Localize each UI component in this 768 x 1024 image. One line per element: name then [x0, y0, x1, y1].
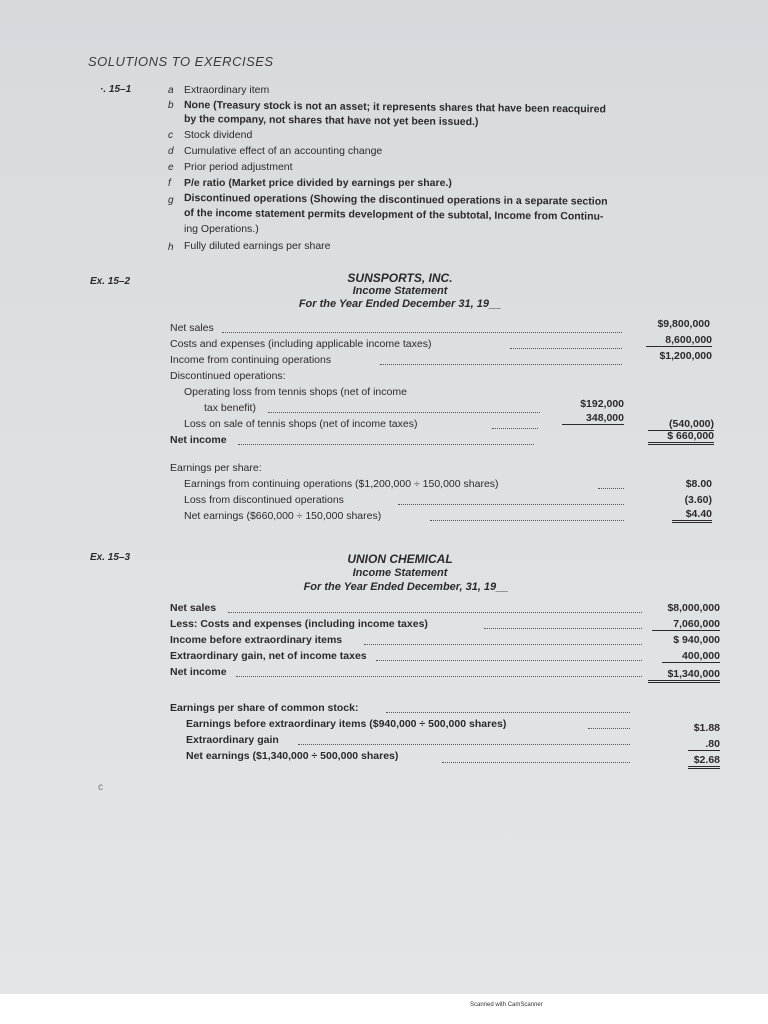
leader-dots: [386, 712, 630, 713]
eps-label: Net earnings ($660,000 ÷ 150,000 shares): [184, 510, 382, 522]
row-label: Net income: [170, 666, 227, 678]
eps-amount: $4.40: [672, 508, 712, 523]
list-item: ing Operations.): [184, 223, 259, 235]
row-amount: $1,200,000: [659, 350, 712, 362]
eps-amount: $1.88: [693, 722, 720, 734]
row-label: Discontinued operations:: [170, 370, 286, 382]
leader-dots: [222, 332, 622, 333]
list-item: Prior period adjustment: [184, 161, 293, 173]
scanner-watermark: Scanned with CamScanner: [470, 1002, 543, 1008]
row-label: Net sales: [170, 322, 214, 334]
row-label: Net sales: [170, 602, 217, 614]
leader-dots: [228, 612, 642, 613]
item-letter: d: [168, 146, 174, 157]
row-label: tax benefit): [204, 402, 256, 414]
leader-dots: [380, 364, 622, 365]
row-label: Less: Costs and expenses (including income taxes): [170, 618, 428, 630]
eps-label: Earnings from continuing operations ($1,200,000 ÷ 150,000 shares): [184, 478, 499, 490]
leader-dots: [484, 628, 642, 629]
eps-label: Net earnings ($1,340,000 ÷ 500,000 shares): [186, 750, 399, 762]
leader-dots: [492, 428, 538, 429]
item-letter: f: [168, 178, 171, 189]
row-amount: $1,340,000: [648, 668, 720, 683]
footer-band: [0, 994, 768, 1024]
eps-label: Loss from discontinued operations: [184, 494, 344, 506]
row-label: Loss on sale of tennis shops (net of income taxes): [184, 418, 418, 430]
eps-amount: $8.00: [685, 478, 712, 490]
row-amount: $ 660,000: [648, 430, 714, 445]
item-letter: b: [168, 100, 174, 111]
row-label: Extraordinary gain, net of income taxes: [170, 650, 367, 662]
item-letter: g: [168, 195, 174, 206]
eps-amount: $2.68: [688, 754, 720, 769]
list-item: P/e ratio (Market price divided by earnings per share.): [184, 177, 452, 189]
row-label: Operating loss from tennis shops (net of income: [184, 386, 407, 398]
statement-period: For the Year Ended December 31, 19__: [298, 298, 502, 310]
stray-pencil-mark: c: [98, 782, 103, 793]
leader-dots: [588, 728, 630, 729]
exercise-number-15-3: Ex. 15–3: [90, 552, 131, 563]
list-item: Discontinued operations (Showing the discontinued operations in a separate section: [183, 192, 608, 208]
row-amount: $ 940,000: [673, 634, 720, 646]
leader-dots: [236, 676, 642, 677]
leader-dots: [364, 644, 642, 645]
statement-title: Income Statement: [352, 285, 448, 297]
eps-amount: (3.60): [684, 494, 712, 506]
sub-amount: 348,000: [562, 412, 624, 425]
eps-label: Earnings before extraordinary items ($940,000 ÷ 500,000 shares): [186, 718, 507, 730]
list-item: Cumulative effect of an accounting change: [184, 145, 383, 157]
row-amount: 7,060,000: [652, 618, 720, 631]
page-heading: SOLUTIONS TO EXERCISES: [88, 54, 274, 69]
item-letter: h: [168, 242, 174, 253]
leader-dots: [238, 444, 534, 445]
exercise-number-15-1: ·. 15–1: [100, 84, 132, 95]
row-amount: (540,000): [648, 418, 714, 431]
leader-dots: [398, 504, 624, 505]
row-label: Income from continuing operations: [170, 354, 332, 366]
statement-title: Income Statement: [352, 567, 448, 579]
item-letter: c: [168, 130, 173, 141]
list-item: None (Treasury stock is not an asset; it represents shares that have been reacquired: [183, 99, 606, 116]
leader-dots: [510, 348, 622, 349]
list-item: Fully diluted earnings per share: [184, 240, 331, 252]
company-name: SUNSPORTS, INC.: [347, 271, 453, 285]
leader-dots: [298, 744, 630, 745]
row-label: Costs and expenses (including applicable income taxes): [170, 338, 432, 350]
row-amount: $9,800,000: [657, 318, 710, 330]
row-amount: 400,000: [662, 650, 720, 663]
eps-label: Extraordinary gain: [186, 734, 279, 746]
eps-title: Earnings per share:: [170, 462, 262, 474]
leader-dots: [598, 488, 624, 489]
row-label: Income before extraordinary items: [170, 634, 343, 646]
leader-dots: [442, 762, 630, 763]
list-item: of the income statement permits development of the subtotal, Income from Continu-: [183, 207, 604, 223]
sub-amount: $192,000: [580, 398, 624, 410]
company-name: UNION CHEMICAL: [347, 552, 453, 566]
leader-dots: [376, 660, 642, 661]
item-letter: a: [168, 85, 174, 96]
item-letter: e: [168, 162, 174, 173]
row-label: Net income: [170, 434, 227, 446]
exercise-number-15-2: Ex. 15–2: [90, 276, 131, 287]
list-item: Extraordinary item: [184, 84, 270, 96]
leader-dots: [430, 520, 624, 521]
leader-dots: [268, 412, 540, 413]
eps-title: Earnings per share of common stock:: [170, 702, 359, 714]
row-amount: 8,600,000: [646, 334, 712, 347]
statement-period: For the Year Ended December, 31, 19__: [303, 581, 509, 593]
row-amount: $8,000,000: [667, 602, 720, 614]
list-item: by the company, not shares that have not yet been issued.): [183, 113, 479, 129]
list-item: Stock dividend: [184, 129, 253, 141]
eps-amount: .80: [688, 738, 720, 751]
